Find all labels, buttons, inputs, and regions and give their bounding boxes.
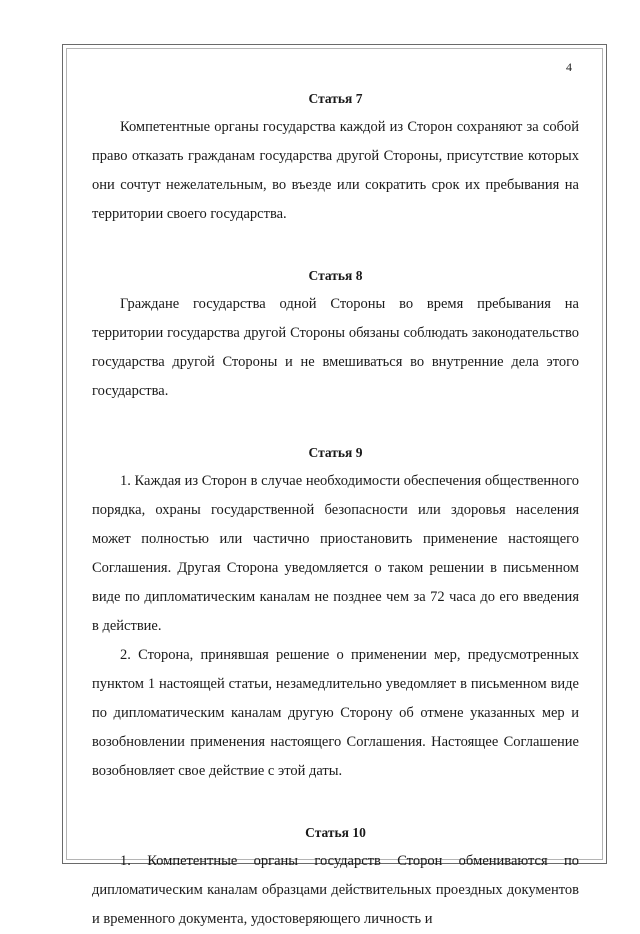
article-10: [92, 822, 579, 934]
article-paragraph: 1. Компетентные органы государств Сторон обмениваются по дипломатическим каналам образцами действительных проездных документов и временного документа, удостоверяющего личность и: [92, 853, 579, 927]
document-body: [92, 88, 579, 934]
article-paragraph: 2. Сторона, принявшая решение о применении мер, предусмотренных пунктом 1 настоящей статьи, незамедлительно уведомляет в письменном виде по дипломатическим каналам другую Сторону об отмене указанных мер и возобновлении применения настоящего Соглашения. Настоящее Соглашение возобновляет свое действие с этой даты.: [92, 647, 579, 779]
article-7: [92, 88, 579, 229]
article-heading: Статья 8: [308, 268, 363, 283]
article-paragraph: Граждане государства одной Стороны во время пребывания на территории государства другой Стороны обязаны соблюдать законодательство государства другой Стороны и не вмешиваться во внутренние дела этого государства.: [92, 296, 579, 399]
article-paragraph: 1. Каждая из Сторон в случае необходимости обеспечения общественного порядка, охраны государственной безопасности или здоровья населения может полностью или частично приостановить применение настоящего Соглашения. Другая Сторона уведомляется о таком решении в письменном виде по дипломатическим каналам не позднее чем за 72 часа до его введения в действие.: [92, 473, 579, 634]
article-heading: Статья 9: [308, 445, 363, 460]
article-8: [92, 265, 579, 406]
article-9: [92, 442, 579, 786]
article-heading: Статья 7: [308, 91, 363, 106]
page-number: 4: [566, 60, 572, 74]
article-paragraph: Компетентные органы государства каждой из Сторон сохраняют за собой право отказать гражданам государства другой Стороны, присутствие которых они сочтут нежелательным, во въезде или сократить срок их пребывания на территории своего государства.: [92, 119, 579, 222]
article-heading: Статья 10: [305, 825, 366, 840]
